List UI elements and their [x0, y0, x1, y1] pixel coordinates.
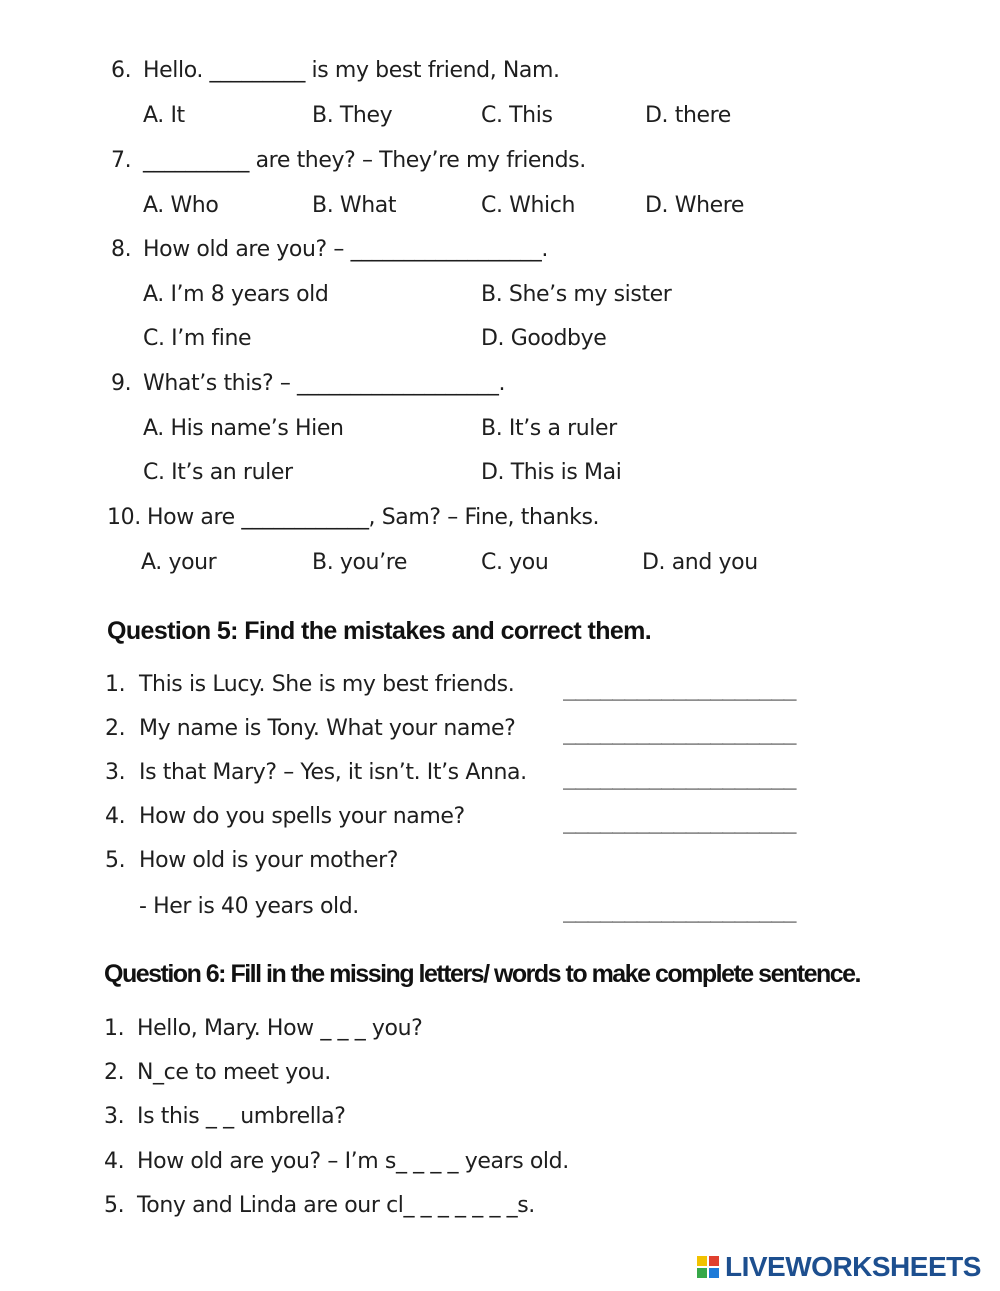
mc-item-10-option-c[interactable]: C. you [481, 550, 549, 575]
mc-item-6-option-b[interactable]: B. They [312, 103, 393, 128]
mc-item-8-question: How old are you? – __________________. [143, 237, 548, 262]
mc-item-6-option-d[interactable]: D. there [645, 103, 731, 128]
liveworksheets-logo-icon [697, 1256, 719, 1278]
mc-item-8-option-c[interactable]: C. I’m fine [143, 326, 252, 351]
mc-item-7-option-c[interactable]: C. Which [481, 193, 575, 218]
mc-item-7-option-a[interactable]: A. Who [143, 193, 219, 218]
q6-item-3-text[interactable]: Is this _ _ umbrella? [137, 1104, 346, 1129]
q6-item-5-number: 5. [104, 1193, 125, 1218]
mc-item-9-number: 9. [111, 371, 132, 396]
q6-item-1-text[interactable]: Hello, Mary. How _ _ _ you? [137, 1016, 423, 1041]
q5-item-5-number: 5. [105, 848, 126, 873]
mc-item-7-option-d[interactable]: D. Where [645, 193, 745, 218]
mc-item-7-option-b[interactable]: B. What [312, 193, 397, 218]
q5-item-4-text: How do you spells your name? [139, 804, 465, 829]
q5-item-1-number: 1. [105, 672, 126, 697]
mc-item-10-question: How are ____________, Sam? – Fine, thanks. [147, 505, 600, 530]
q5-item-5-text-line-2: - Her is 40 years old. [139, 894, 359, 919]
mc-item-10-option-d[interactable]: D. and you [642, 550, 758, 575]
q5-item-1-answer-blank[interactable]: ___________________ [563, 676, 796, 701]
question-6-title: Question 6: Fill in the missing letters/ words to make complete sentence. [104, 960, 860, 988]
mc-item-9-option-c[interactable]: C. It’s an ruler [143, 460, 293, 485]
mc-item-6-question: Hello. _________ is my best friend, Nam. [143, 58, 560, 83]
q6-item-2-number: 2. [104, 1060, 125, 1085]
q5-item-2-text: My name is Tony. What your name? [139, 716, 516, 741]
mc-item-6-number: 6. [111, 58, 132, 83]
q5-item-4-number: 4. [105, 804, 126, 829]
liveworksheets-logo-text: LIVEWORKSHEETS [725, 1251, 981, 1282]
mc-item-9-question: What’s this? – ___________________. [143, 371, 506, 396]
liveworksheets-logo [697, 1252, 981, 1282]
q5-item-4-answer-blank[interactable]: ___________________ [563, 809, 796, 834]
q5-item-5-text: How old is your mother? [139, 848, 399, 873]
q5-item-3-text: Is that Mary? – Yes, it isn’t. It’s Anna. [139, 760, 527, 785]
mc-item-7-question: __________ are they? – They’re my friends. [143, 148, 586, 173]
q6-item-3-number: 3. [104, 1104, 125, 1129]
mc-item-8-option-d[interactable]: D. Goodbye [481, 326, 607, 351]
q5-item-3-number: 3. [105, 760, 126, 785]
mc-item-10-option-b[interactable]: B. you’re [312, 550, 407, 575]
mc-item-8-option-b[interactable]: B. She’s my sister [481, 282, 672, 307]
mc-item-6-option-c[interactable]: C. This [481, 103, 553, 128]
mc-item-10-number: 10. [107, 505, 141, 530]
mc-item-9-option-d[interactable]: D. This is Mai [481, 460, 622, 485]
q5-item-5-answer-blank[interactable]: ___________________ [563, 898, 796, 923]
q6-item-5-text[interactable]: Tony and Linda are our cl_ _ _ _ _ _ _s. [137, 1193, 535, 1218]
q5-item-3-answer-blank[interactable]: ___________________ [563, 765, 796, 790]
q5-item-1-text: This is Lucy. She is my best friends. [139, 672, 515, 697]
q5-item-2-number: 2. [105, 716, 126, 741]
question-5-title: Question 5: Find the mistakes and correct them. [107, 617, 652, 645]
q6-item-4-number: 4. [104, 1149, 125, 1174]
q6-item-2-text[interactable]: N_ce to meet you. [137, 1060, 331, 1085]
q5-item-2-answer-blank[interactable]: ___________________ [563, 720, 796, 745]
mc-item-9-option-b[interactable]: B. It’s a ruler [481, 416, 617, 441]
mc-item-9-option-a[interactable]: A. His name’s Hien [143, 416, 344, 441]
mc-item-8-number: 8. [111, 237, 132, 262]
mc-item-8-option-a[interactable]: A. I’m 8 years old [143, 282, 329, 307]
mc-item-6-option-a[interactable]: A. It [143, 103, 185, 128]
mc-item-10-option-a[interactable]: A. your [141, 550, 217, 575]
q6-item-1-number: 1. [104, 1016, 125, 1041]
mc-item-7-number: 7. [111, 148, 132, 173]
q6-item-4-text[interactable]: How old are you? – I’m s_ _ _ _ years old. [137, 1149, 569, 1174]
